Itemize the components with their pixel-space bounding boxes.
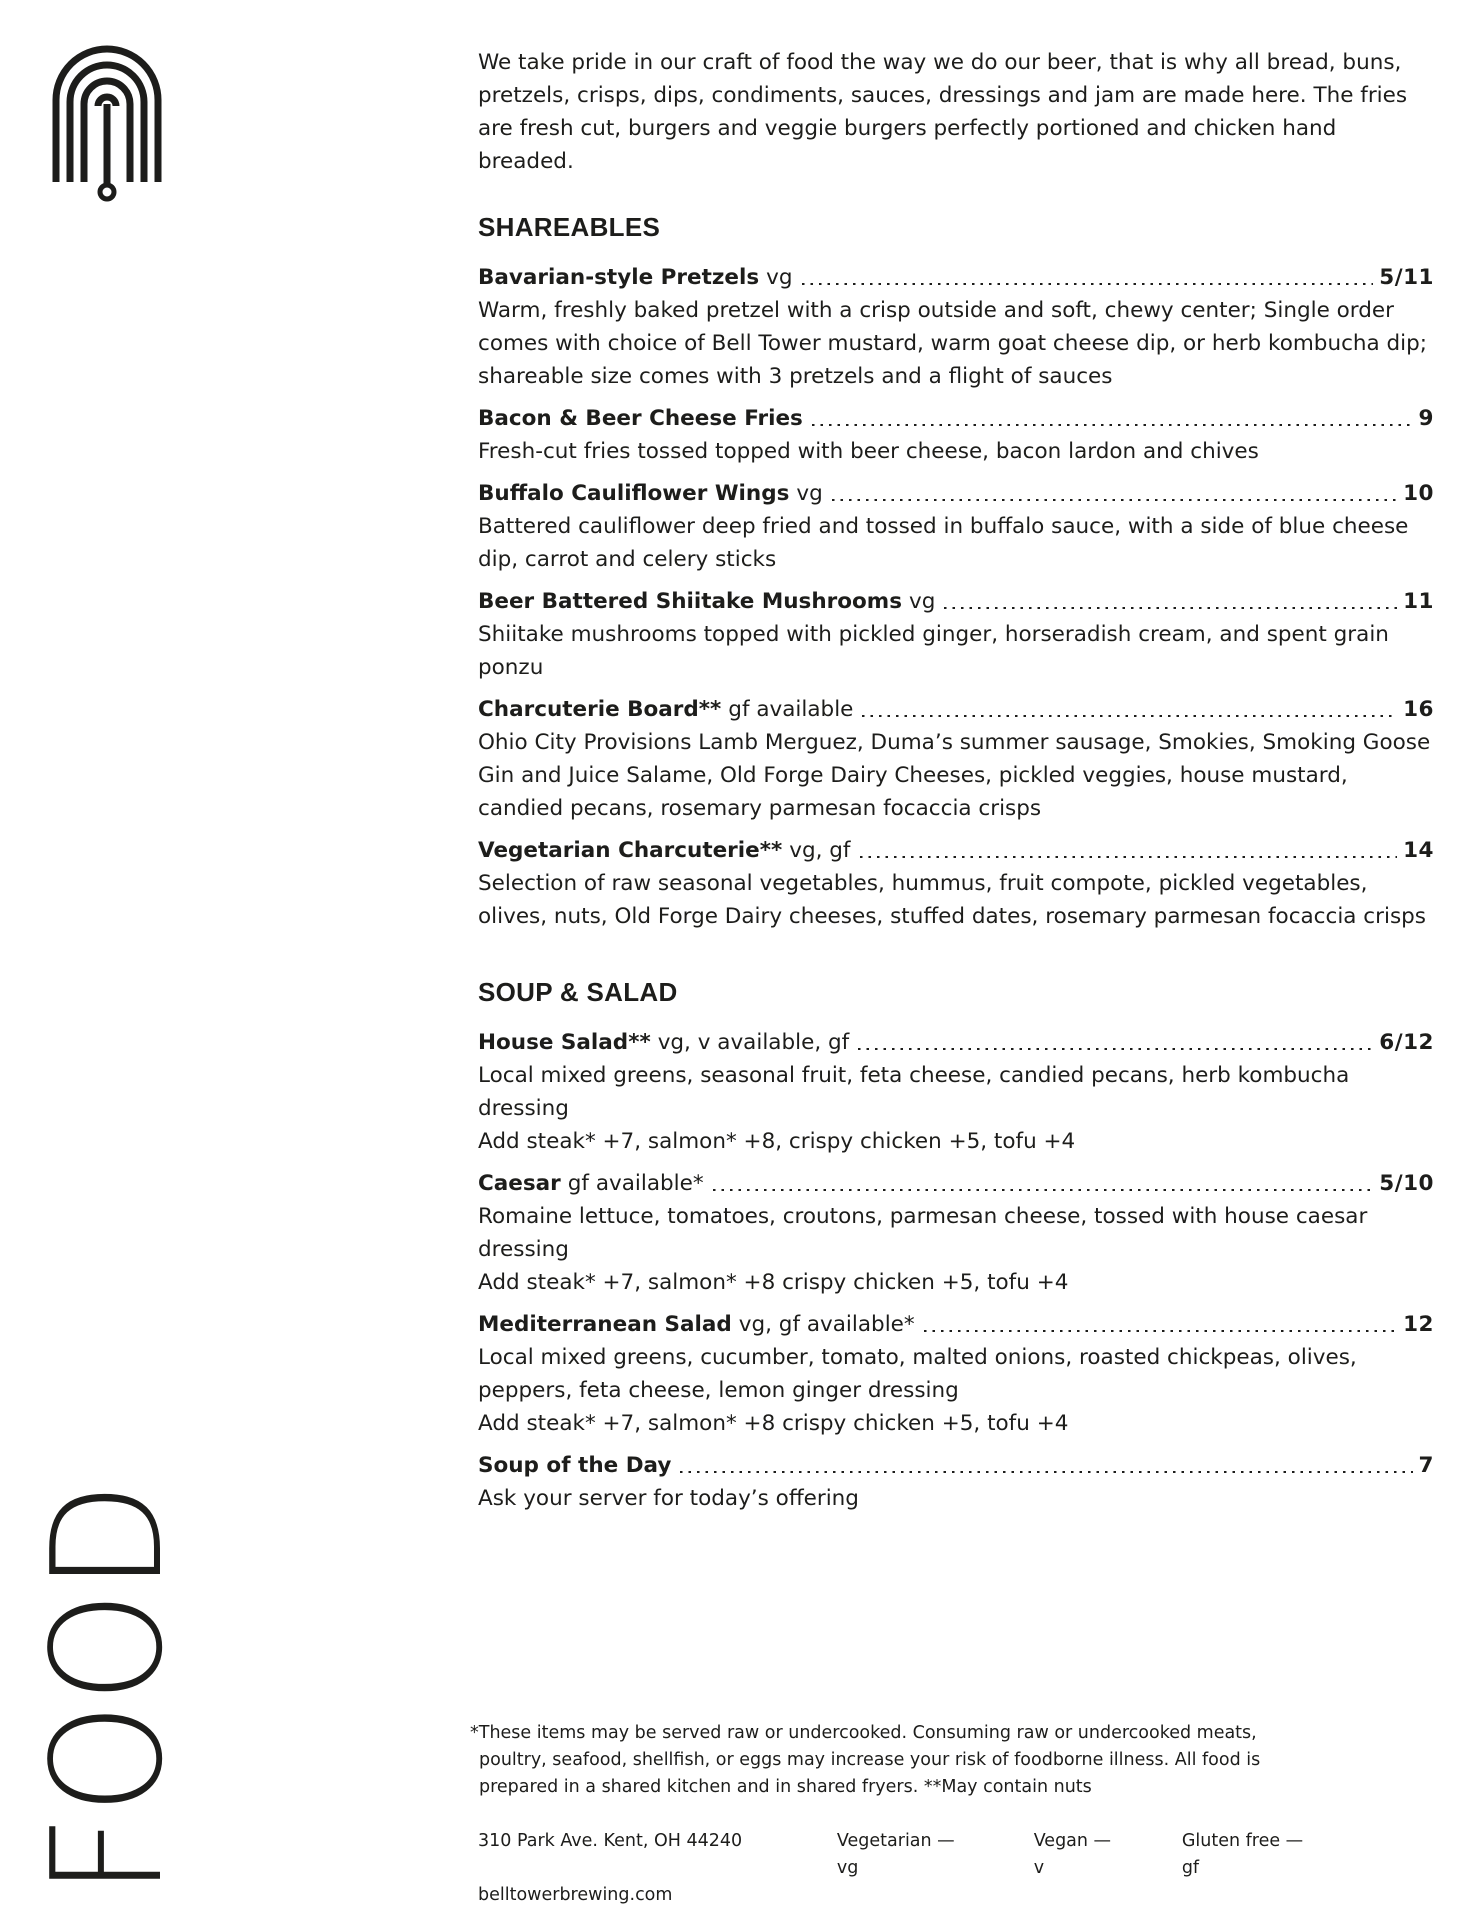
menu-item bbox=[478, 1449, 1434, 1515]
menu-item-tags: vg, v available, gf bbox=[657, 1030, 850, 1055]
menu-item-header bbox=[478, 1167, 1434, 1200]
legend-gluten-free: Gluten free — gf bbox=[1181, 1831, 1304, 1878]
menu-item-header bbox=[478, 1449, 1434, 1482]
menu-item-description: Romaine lettuce, tomatoes, croutons, parmesan cheese, tossed with house caesar dressing bbox=[478, 1204, 1368, 1262]
dot-leader bbox=[809, 424, 1413, 426]
menu-item-description: Local mixed greens, seasonal fruit, feta cheese, candied pecans, herb kombucha dressing bbox=[478, 1063, 1350, 1121]
menu-sections bbox=[478, 212, 1434, 1515]
dot-leader bbox=[677, 1471, 1412, 1473]
menu-item-header bbox=[478, 1308, 1434, 1341]
menu-item-name: House Salad** bbox=[478, 1030, 651, 1055]
menu-item-name: Beer Battered Shiitake Mushrooms bbox=[478, 589, 902, 614]
menu-item bbox=[478, 693, 1434, 825]
menu-item-description: Fresh-cut fries tossed topped with beer cheese, bacon lardon and chives bbox=[478, 439, 1259, 464]
dot-leader bbox=[941, 607, 1397, 609]
menu-item-name: Soup of the Day bbox=[478, 1453, 672, 1478]
menu-item-price: 12 bbox=[1403, 1312, 1434, 1337]
dot-leader bbox=[859, 715, 1397, 717]
menu-item bbox=[478, 261, 1434, 393]
menu-item-name: Bacon & Beer Cheese Fries bbox=[478, 406, 803, 431]
menu-item-price: 11 bbox=[1403, 589, 1434, 614]
menu-item bbox=[478, 585, 1434, 684]
menu-item bbox=[478, 834, 1434, 933]
menu-item-tags: gf available bbox=[728, 697, 854, 722]
menu-item-price: 7 bbox=[1418, 1453, 1434, 1478]
menu-item-price: 6/12 bbox=[1379, 1030, 1434, 1055]
menu-item-name: Charcuterie Board** bbox=[478, 697, 722, 722]
menu-item bbox=[478, 402, 1434, 468]
menu-item-header bbox=[478, 834, 1434, 867]
menu-item-header bbox=[478, 477, 1434, 510]
menu-item-description: Shiitake mushrooms topped with pickled ginger, horseradish cream, and spent grain ponzu bbox=[478, 622, 1389, 680]
menu-item bbox=[478, 1308, 1434, 1440]
menu-item bbox=[478, 1026, 1434, 1158]
menu-item-price: 14 bbox=[1403, 838, 1434, 863]
legend-vegetarian: Vegetarian — vg bbox=[836, 1831, 955, 1878]
menu-item-tags: vg, gf available* bbox=[738, 1312, 915, 1337]
menu-item bbox=[478, 477, 1434, 576]
disclaimer-line: prepared in a shared kitchen and in shared fryers. **May contain nuts bbox=[479, 1777, 1092, 1797]
menu-item-price: 5/11 bbox=[1379, 265, 1434, 290]
raw-food-disclaimer bbox=[470, 1720, 1290, 1801]
legend-vegan: Vegan — v bbox=[1033, 1831, 1112, 1878]
menu-item-name: Bavarian-style Pretzels bbox=[478, 265, 760, 290]
menu-item-header bbox=[478, 1026, 1434, 1059]
food-vertical-title bbox=[19, 1452, 196, 1898]
menu-content bbox=[478, 46, 1434, 1524]
menu-item-description: Local mixed greens, cucumber, tomato, malted onions, roasted chickpeas, olives, peppers, feta cheese, lemon ginger dressing bbox=[478, 1345, 1357, 1403]
menu-item-tags: vg bbox=[909, 589, 936, 614]
dot-leader bbox=[855, 1048, 1373, 1050]
website-link[interactable]: belltowerbrewing.com bbox=[478, 1885, 673, 1905]
section-title: SHAREABLES bbox=[478, 212, 661, 242]
menu-item-header bbox=[478, 261, 1434, 294]
intro-paragraph: We take pride in our craft of food the way we do our beer, that is why all bread, buns, pretzels, crisps, dips, condiments, sauces, dressings and jam are made here. The fries are fresh cut, burgers and veggie burgers perfectly portioned and chicken hand breaded. bbox=[478, 50, 1408, 174]
address: 310 Park Ave. Kent, OH 44240 bbox=[478, 1831, 743, 1851]
menu-item-header bbox=[478, 693, 1434, 726]
dot-leader bbox=[921, 1330, 1397, 1332]
menu-item-description: Add steak* +7, salmon* +8, crispy chicken +5, tofu +4 bbox=[478, 1129, 1076, 1154]
menu-item-description: Add steak* +7, salmon* +8 crispy chicken +5, tofu +4 bbox=[478, 1270, 1069, 1295]
menu-item-name: Vegetarian Charcuterie** bbox=[478, 838, 783, 863]
menu-item-description: Battered cauliflower deep fried and tossed in buffalo sauce, with a side of blue cheese dip, carrot and celery sticks bbox=[478, 514, 1409, 572]
menu-item-price: 9 bbox=[1418, 406, 1434, 431]
menu-item bbox=[478, 1167, 1434, 1299]
menu-item-description: Ohio City Provisions Lamb Merguez, Duma’s summer sausage, Smokies, Smoking Goose Gin and Juice Salame, Old Forge Dairy Cheeses, pickled veggies, house mustard, candied pecans, rosemary parmesan focaccia crisps bbox=[478, 730, 1431, 821]
disclaimer-line: poultry, seafood, shellfish, or eggs may increase your risk of foodborne illness. All food is bbox=[479, 1750, 1261, 1770]
menu-item-name: Buffalo Cauliflower Wings bbox=[478, 481, 790, 506]
menu-item-price: 5/10 bbox=[1379, 1171, 1434, 1196]
menu-item-name: Caesar bbox=[478, 1171, 561, 1196]
menu-item-price: 16 bbox=[1403, 697, 1434, 722]
disclaimer-line: *These items may be served raw or undercooked. Consuming raw or undercooked meats, bbox=[470, 1723, 1257, 1743]
food-vertical-text: FOOD bbox=[19, 1452, 196, 1896]
dot-leader bbox=[799, 283, 1374, 285]
dot-leader bbox=[829, 499, 1397, 501]
menu-item-description: Warm, freshly baked pretzel with a crisp outside and soft, chewy center; Single order comes with choice of Bell Tower mustard, warm goat cheese dip, or herb kombucha dip; shareable size comes with 3 pretzels and a flight of sauces bbox=[478, 298, 1428, 389]
menu-item-tags: vg bbox=[766, 265, 793, 290]
menu-item-tags: vg bbox=[796, 481, 823, 506]
arch-tower-logo-icon bbox=[52, 46, 162, 202]
dot-leader bbox=[710, 1189, 1374, 1191]
menu-item-tags: vg, gf bbox=[789, 838, 851, 863]
dot-leader bbox=[857, 856, 1398, 858]
menu-item-header bbox=[478, 402, 1434, 435]
menu-item-description: Selection of raw seasonal vegetables, hummus, fruit compote, pickled vegetables, olives, nuts, Old Forge Dairy cheeses, stuffed dates, rosemary parmesan focaccia crisps bbox=[478, 871, 1426, 929]
section-title: SOUP & SALAD bbox=[478, 977, 678, 1007]
footer bbox=[478, 1828, 1378, 1909]
menu-item-price: 10 bbox=[1403, 481, 1434, 506]
menu-item-tags: gf available* bbox=[567, 1171, 704, 1196]
menu-item-description: Ask your server for today’s offering bbox=[478, 1486, 859, 1511]
menu-item-header bbox=[478, 585, 1434, 618]
menu-item-description: Add steak* +7, salmon* +8 crispy chicken +5, tofu +4 bbox=[478, 1411, 1069, 1436]
menu-item-name: Mediterranean Salad bbox=[478, 1312, 732, 1337]
